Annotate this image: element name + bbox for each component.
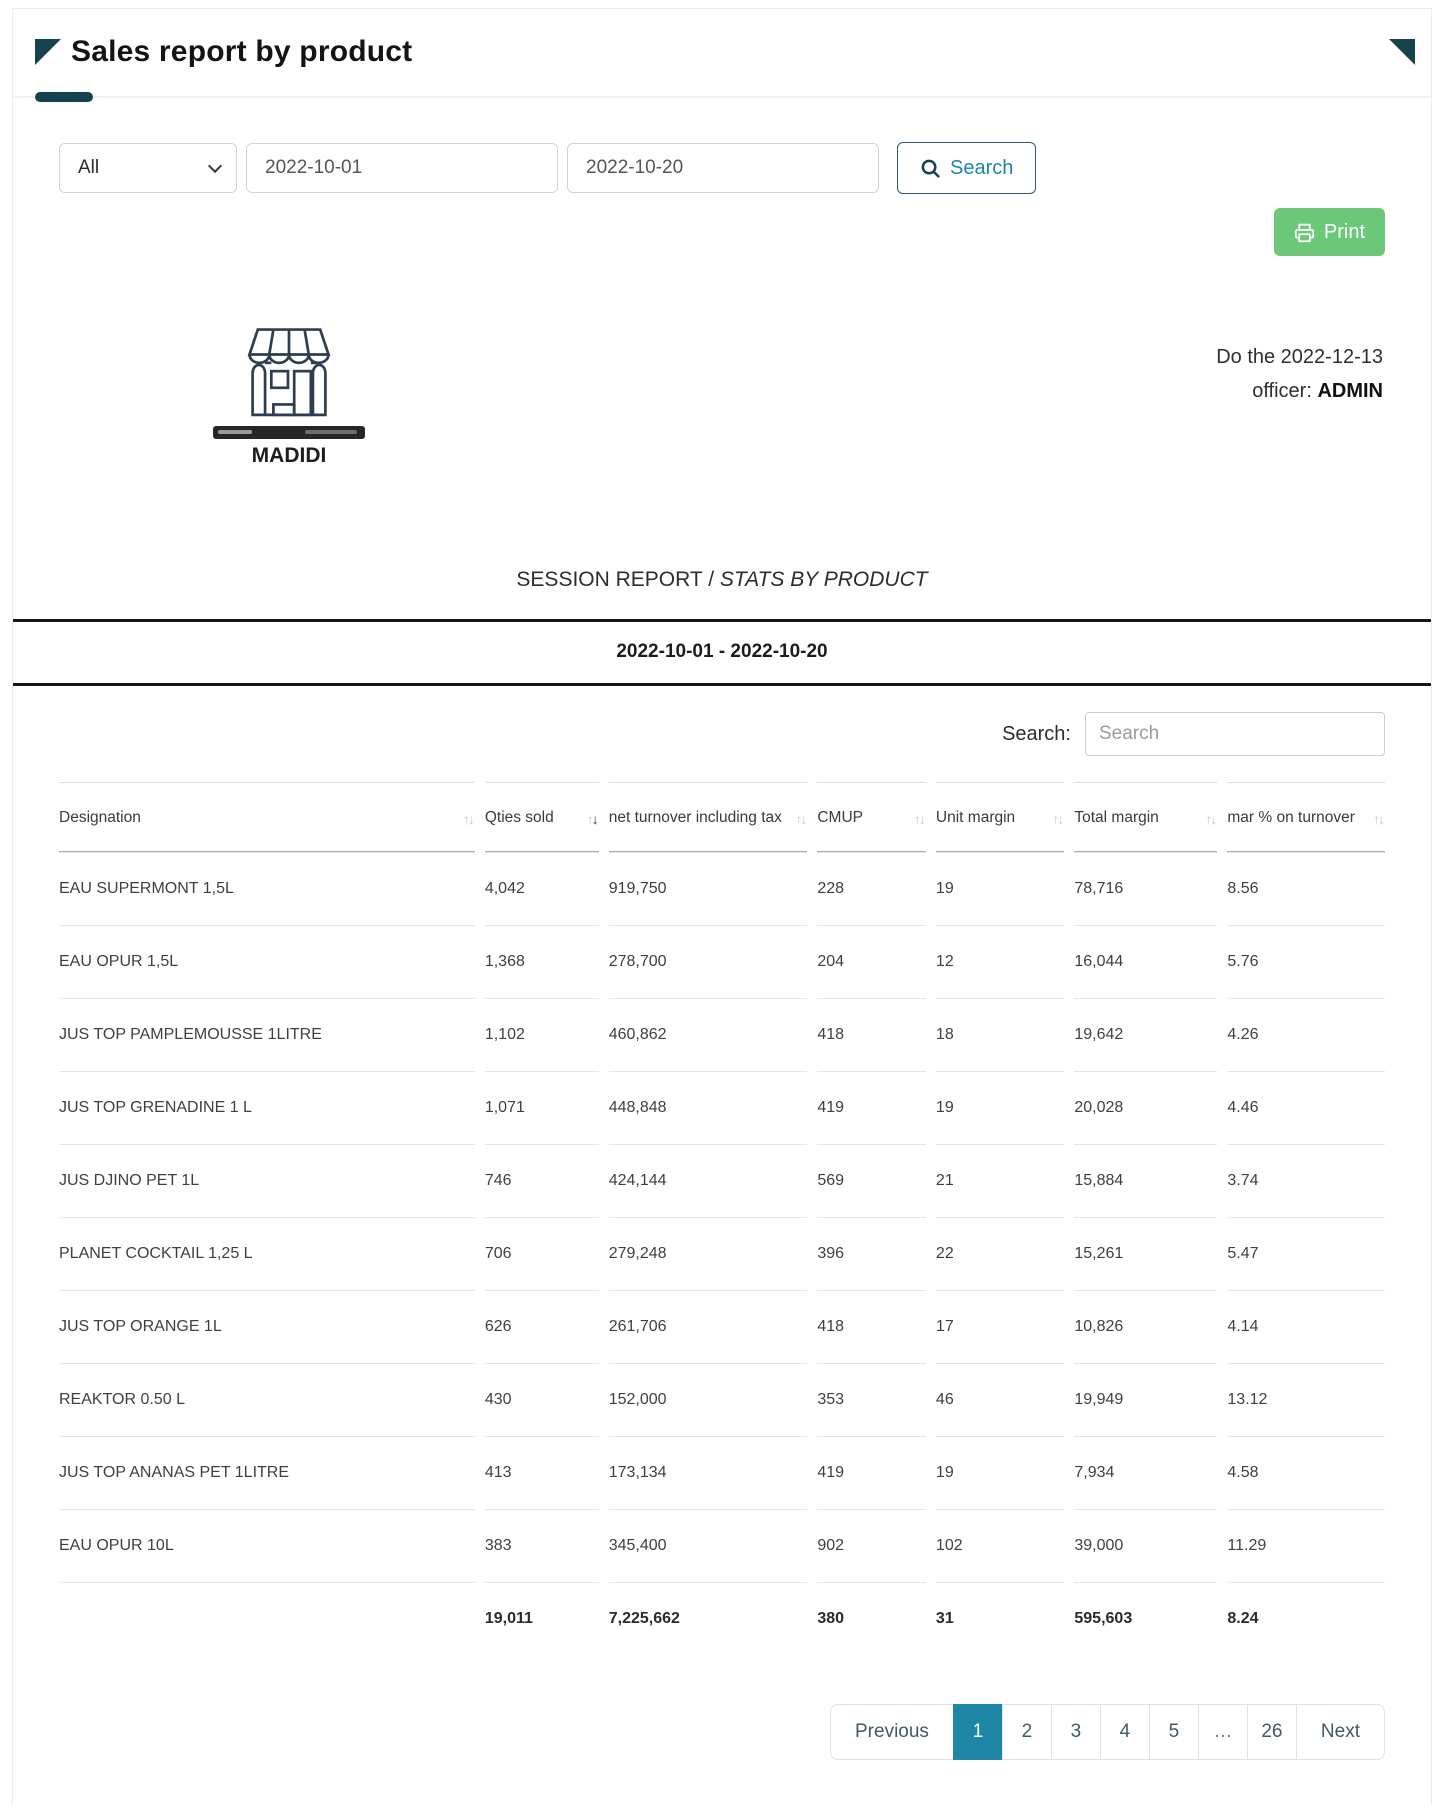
search-icon <box>920 158 941 179</box>
column-header-cmup[interactable]: CMUP ↑↓ <box>817 782 926 852</box>
value-cell: 102 <box>936 1509 1064 1582</box>
storefront-icon <box>207 312 371 422</box>
value-cell: 20,028 <box>1074 1071 1217 1144</box>
store-logo-block <box>207 312 371 468</box>
designation-cell: EAU OPUR 10L <box>59 1509 475 1582</box>
totals-cell: 7,225,662 <box>609 1582 808 1658</box>
value-cell: 10,826 <box>1074 1290 1217 1363</box>
value-cell: 418 <box>817 1290 926 1363</box>
value-cell: 19 <box>936 1071 1064 1144</box>
pagination-page-5[interactable]: 5 <box>1149 1704 1199 1760</box>
totals-cell: 595,603 <box>1074 1582 1217 1658</box>
title-accent-pill <box>35 92 93 102</box>
pagination-page-1[interactable]: 1 <box>953 1704 1003 1760</box>
value-cell: 919,750 <box>609 852 808 925</box>
sort-icons: ↑↓ <box>1205 811 1216 827</box>
column-header-unit-margin[interactable]: Unit margin ↑↓ <box>936 782 1064 852</box>
designation-cell: JUS TOP PAMPLEMOUSSE 1LITRE <box>59 998 475 1071</box>
sort-icons: ↑↓ <box>1052 811 1063 827</box>
value-cell: 1,368 <box>485 925 599 998</box>
designation-cell: JUS TOP GRENADINE 1 L <box>59 1071 475 1144</box>
value-cell: 5.76 <box>1227 925 1385 998</box>
table-row <box>59 1290 1385 1363</box>
pagination-page-4[interactable]: 4 <box>1100 1704 1150 1760</box>
store-name: MADIDI <box>251 444 327 467</box>
designation-cell: JUS DJINO PET 1L <box>59 1144 475 1217</box>
value-cell: 17 <box>936 1290 1064 1363</box>
value-cell: 4.46 <box>1227 1071 1385 1144</box>
totals-cell: 31 <box>936 1582 1064 1658</box>
value-cell: 279,248 <box>609 1217 808 1290</box>
designation-cell: JUS TOP ORANGE 1L <box>59 1290 475 1363</box>
totals-cell: 19,011 <box>485 1582 599 1658</box>
pagination-next[interactable]: Next <box>1296 1704 1385 1760</box>
table-search-label: Search: <box>1002 722 1071 745</box>
table-row <box>59 925 1385 998</box>
value-cell: 419 <box>817 1436 926 1509</box>
generation-date-line: Do the 2022-12-13 <box>1216 346 1383 368</box>
filter-row <box>59 142 1385 194</box>
corner-triangle-right-icon <box>1389 39 1415 65</box>
heading-divider-top <box>13 619 1431 622</box>
value-cell: 7,934 <box>1074 1436 1217 1509</box>
value-cell: 460,862 <box>609 998 808 1071</box>
value-cell: 22 <box>936 1217 1064 1290</box>
column-header-designation[interactable]: Designation ↑↓ <box>59 782 475 852</box>
search-button[interactable] <box>897 142 1036 194</box>
date-range-line: 2022-10-01 - 2022-10-20 <box>616 641 828 662</box>
value-cell: 278,700 <box>609 925 808 998</box>
report-heading-main: SESSION REPORT / <box>516 568 720 591</box>
value-cell: 8.56 <box>1227 852 1385 925</box>
sort-icons: ↑↓ <box>795 811 806 827</box>
value-cell: 706 <box>485 1217 599 1290</box>
print-button-label: Print <box>1323 220 1365 243</box>
report-info-section <box>59 274 1385 526</box>
sort-icons: ↑↓ <box>913 811 924 827</box>
table-row <box>59 1144 1385 1217</box>
sort-icons: ↑↓ <box>462 811 473 827</box>
table-row <box>59 1436 1385 1509</box>
value-cell: 569 <box>817 1144 926 1217</box>
table-search-input[interactable] <box>1085 712 1385 756</box>
value-cell: 424,144 <box>609 1144 808 1217</box>
value-cell: 448,848 <box>609 1071 808 1144</box>
title-divider <box>13 96 1431 98</box>
value-cell: 173,134 <box>609 1436 808 1509</box>
pagination-previous[interactable]: Previous <box>830 1704 954 1760</box>
value-cell: 12 <box>936 925 1064 998</box>
column-header-total-margin[interactable]: Total margin ↑↓ <box>1074 782 1217 852</box>
logo-watermark-bar <box>213 426 365 439</box>
totals-cell <box>59 1582 475 1658</box>
value-cell: 1,071 <box>485 1071 599 1144</box>
table-row <box>59 852 1385 925</box>
table-row <box>59 1363 1385 1436</box>
sales-table-body <box>59 852 1385 1582</box>
designation-cell: EAU SUPERMONT 1,5L <box>59 852 475 925</box>
value-cell: 21 <box>936 1144 1064 1217</box>
chevron-down-icon <box>208 159 222 173</box>
officer-label: officer: <box>1252 380 1318 402</box>
page-title: Sales report by product <box>71 35 413 68</box>
designation-cell: JUS TOP ANANAS PET 1LITRE <box>59 1436 475 1509</box>
designation-cell: REAKTOR 0.50 L <box>59 1363 475 1436</box>
column-header-net-turnover[interactable]: net turnover including tax ↑↓ <box>609 782 808 852</box>
value-cell: 19 <box>936 852 1064 925</box>
designation-cell: PLANET COCKTAIL 1,25 L <box>59 1217 475 1290</box>
value-cell: 746 <box>485 1144 599 1217</box>
value-cell: 78,716 <box>1074 852 1217 925</box>
report-card <box>12 8 1432 1805</box>
value-cell: 15,884 <box>1074 1144 1217 1217</box>
report-heading-subtitle: STATS BY PRODUCT <box>719 568 928 591</box>
value-cell: 430 <box>485 1363 599 1436</box>
value-cell: 16,044 <box>1074 925 1217 998</box>
value-cell: 396 <box>817 1217 926 1290</box>
value-cell: 19,949 <box>1074 1363 1217 1436</box>
value-cell: 4.26 <box>1227 998 1385 1071</box>
sort-icons-active-desc: ↑↓ <box>586 811 597 827</box>
pagination-page-2[interactable]: 2 <box>1002 1704 1052 1760</box>
value-cell: 413 <box>485 1436 599 1509</box>
totals-cell: 8.24 <box>1227 1582 1385 1658</box>
table-row <box>59 1071 1385 1144</box>
column-header-margin-pct[interactable]: mar % on turnover ↑↓ <box>1227 782 1385 852</box>
value-cell: 4,042 <box>485 852 599 925</box>
value-cell: 3.74 <box>1227 1144 1385 1217</box>
heading-divider-bottom <box>13 683 1431 686</box>
value-cell: 39,000 <box>1074 1509 1217 1582</box>
sort-icons: ↑↓ <box>1373 811 1383 827</box>
print-button[interactable] <box>1274 208 1385 256</box>
sales-table-header <box>59 782 1385 852</box>
category-select[interactable] <box>59 143 237 193</box>
value-cell: 4.14 <box>1227 1290 1385 1363</box>
column-header-qties-sold[interactable]: Qties sold ↑↓ <box>485 782 599 852</box>
date-from-input[interactable] <box>246 143 558 193</box>
officer-line <box>1216 374 1383 408</box>
search-button-label: Search <box>950 156 1014 179</box>
value-cell: 13.12 <box>1227 1363 1385 1436</box>
value-cell: 11.29 <box>1227 1509 1385 1582</box>
header-row <box>59 782 1385 852</box>
value-cell: 18 <box>936 998 1064 1071</box>
value-cell: 261,706 <box>609 1290 808 1363</box>
category-select-value: All <box>78 157 100 178</box>
value-cell: 4.58 <box>1227 1436 1385 1509</box>
value-cell: 419 <box>817 1071 926 1144</box>
value-cell: 353 <box>817 1363 926 1436</box>
totals-cell: 380 <box>817 1582 926 1658</box>
value-cell: 383 <box>485 1509 599 1582</box>
value-cell: 19,642 <box>1074 998 1217 1071</box>
value-cell: 15,261 <box>1074 1217 1217 1290</box>
corner-triangle-left-icon <box>35 39 61 65</box>
generation-info <box>1216 340 1383 408</box>
date-to-input[interactable] <box>567 143 879 193</box>
pagination-ellipsis: … <box>1198 1704 1248 1760</box>
sales-table-footer <box>59 1582 1385 1658</box>
value-cell: 204 <box>817 925 926 998</box>
officer-value: ADMIN <box>1317 380 1383 402</box>
designation-cell: EAU OPUR 1,5L <box>59 925 475 998</box>
value-cell: 902 <box>817 1509 926 1582</box>
value-cell: 152,000 <box>609 1363 808 1436</box>
report-heading <box>59 568 1385 592</box>
pagination-page-3[interactable]: 3 <box>1051 1704 1101 1760</box>
value-cell: 418 <box>817 998 926 1071</box>
print-row <box>59 208 1385 256</box>
printer-icon <box>1294 222 1315 243</box>
value-cell: 46 <box>936 1363 1064 1436</box>
pagination <box>59 1704 1385 1760</box>
totals-row <box>59 1582 1385 1658</box>
pagination-page-26[interactable]: 26 <box>1247 1704 1297 1760</box>
table-row <box>59 1509 1385 1582</box>
table-search-row <box>59 712 1385 756</box>
sales-table <box>49 782 1395 1658</box>
value-cell: 19 <box>936 1436 1064 1509</box>
value-cell: 5.47 <box>1227 1217 1385 1290</box>
table-row <box>59 998 1385 1071</box>
table-row <box>59 1217 1385 1290</box>
value-cell: 228 <box>817 852 926 925</box>
value-cell: 345,400 <box>609 1509 808 1582</box>
value-cell: 1,102 <box>485 998 599 1071</box>
value-cell: 626 <box>485 1290 599 1363</box>
